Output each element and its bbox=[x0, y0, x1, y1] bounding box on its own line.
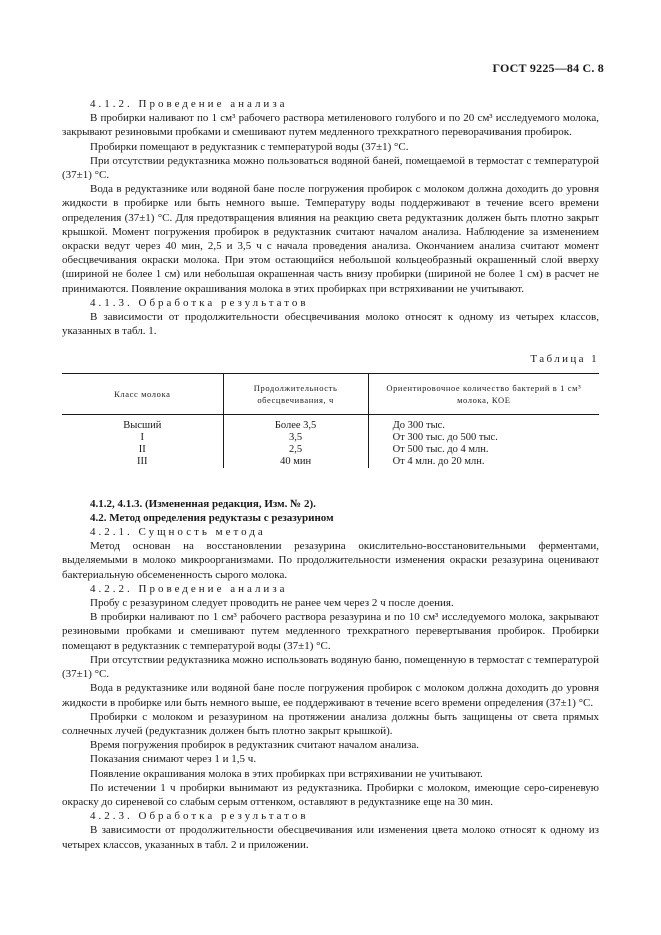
table-row bbox=[62, 432, 599, 444]
table-row bbox=[62, 456, 599, 468]
paragraph: Пробирки помещают в редуктазник с температурой воды (37±1) °С. bbox=[90, 140, 409, 153]
table-cell: 40 мин bbox=[223, 456, 368, 468]
paragraph: Появление окрашивания молока в этих пробирках при встряхивании не учитывают. bbox=[90, 767, 483, 780]
table-header-class: Класс молока bbox=[62, 373, 223, 414]
table-cell: От 4 млн. до 20 млн. bbox=[368, 456, 599, 468]
paragraph: При отсутствии редуктазника можно использовать водяную баню, помещенную в термостат с температурой (37±1) °С. bbox=[62, 653, 599, 681]
paragraph: По истечении 1 ч пробирки вынимают из редуктазника. Пробирки с молоком, имеющие серо-сиреневую окраску до сиреневой со слабым серым оттенком, оставляют в редуктазнике еще на 30 мин. bbox=[62, 781, 599, 808]
paragraph: Пробирки с молоком и резазурином на протяжении анализа должны быть защищены от света прямых солнечных лучей (редуктазник должен быть плотно закрыт крышкой). bbox=[62, 710, 599, 737]
paragraph: В зависимости от продолжительности обесцвечивания молоко относят к одному из четырех классов, указанных в табл. 1. bbox=[62, 311, 599, 338]
section-heading-4-2: 4.2. Метод определения редуктазы с резазурином bbox=[90, 511, 334, 524]
amendment-note: 4.1.2, 4.1.3. (Измененная редакция, Изм. № 2). bbox=[90, 497, 316, 510]
section-heading-4-2-3: 4.2.3. Обработка результатов bbox=[90, 810, 309, 823]
table-cell: 2,5 bbox=[223, 444, 368, 456]
paragraph: При отсутствии редуктазника можно пользоваться водяной баней, помещаемой в термостат с температурой (37±1) °С. bbox=[62, 154, 599, 182]
page-header: ГОСТ 9225—84 С. 8 bbox=[492, 61, 604, 75]
paragraph: Метод основан на восстановлении резазурина окислительно-восстановительными ферментами, выделяемыми в молоко микроорганизмами. По продолжительности изменения окраски резазурина оценивают бактериальную обсемененность сырого молока. bbox=[62, 540, 599, 581]
paragraph: В зависимости от продолжительности обесцвечивания или изменения цвета молоко относят к одному из четырех классов, указанных в табл. 2 и приложении. bbox=[62, 824, 599, 851]
table-cell: 3,5 bbox=[223, 432, 368, 444]
section-heading-4-1-3: 4.1.3. Обработка результатов bbox=[90, 296, 309, 309]
table-cell: До 300 тыс. bbox=[368, 414, 599, 432]
table-caption: Таблица 1 bbox=[530, 353, 599, 366]
section-heading-4-2-1: 4.2.1. Сущность метода bbox=[90, 526, 266, 539]
paragraph: Вода в редуктазнике или водяной бане после погружения пробирок с молоком должна доходить до уровня жидкости в пробирке или быть немного выше, ее поддерживают в течение всего времени определения (37±1) °С. bbox=[62, 682, 599, 709]
table-cell: II bbox=[138, 443, 146, 455]
paragraph: В пробирки наливают по 1 см³ рабочего раствора метиленового голубого и по 20 см³ исследуемого молока, закрывают резиновыми пробками и смешивают путем медленного трехкратного переворачивания пробирок. bbox=[62, 112, 599, 139]
paragraph: Вода в редуктазнике или водяной бане после погружения пробирок с молоком должна доходить до уровня жидкости в пробирке или быть немного выше. Температуру воды поддерживают в течение всего времени определения (37±1) °С. Для предотвращения влияния на реакцию света редуктазник должен быть плотно закрыт крышкой. Момент погружения пробирок в редуктазник считают началом анализа. Наблюдение за изменением окраски ведут через 40 мин, 2,5 и 3,5 ч с начала проведения анализа. Окончанием анализа считают момент обесцвечивания окраски молока. При этом остающийся небольшой кольцеобразный окрашенный слой вверху (шириной не более 1 см) или небольшая окрашенная часть внизу пробирки (шириной не более 1 см) в расчет не принимаются. Появление окрашивания молока в этих пробирках при встряхивании не учитывают. bbox=[62, 183, 599, 295]
table-header-duration: Продолжительность обесцвечивания, ч bbox=[223, 373, 368, 414]
milk-class-table bbox=[62, 373, 599, 468]
paragraph: Время погружения пробирок в редуктазник считают началом анализа. bbox=[90, 739, 419, 752]
section-heading-4-2-2: 4.2.2. Проведение анализа bbox=[90, 582, 288, 595]
table-cell: От 300 тыс. до 500 тыс. bbox=[368, 432, 599, 444]
section-heading-4-1-2: 4.1.2. Проведение анализа bbox=[90, 98, 288, 110]
table-cell: Более 3,5 bbox=[223, 414, 368, 432]
table-header-bacteria: Ориентировочное количество бактерий в 1 см³ молока, КОЕ bbox=[368, 373, 599, 414]
table-cell: I bbox=[140, 431, 145, 443]
table-cell: От 500 тыс. до 4 млн. bbox=[368, 444, 599, 456]
document-body bbox=[62, 97, 599, 852]
paragraph: Пробу с резазурином следует проводить не ранее чем через 2 ч после доения. bbox=[90, 597, 454, 610]
table-cell: III bbox=[137, 455, 148, 467]
paragraph: Показания снимают через 1 и 1,5 ч. bbox=[90, 753, 257, 766]
table-row bbox=[62, 414, 599, 432]
paragraph: В пробирки наливают по 1 см³ рабочего раствора резазурина и по 10 см³ исследуемого молока, закрывают резиновыми пробками и смешивают путем медленного трехкратного перевертывания пробирок. Пробирки помещают в редуктазник с температурой воды (37±1) °С. bbox=[62, 611, 599, 652]
table-row bbox=[62, 444, 599, 456]
table-cell: Высший bbox=[123, 419, 162, 431]
